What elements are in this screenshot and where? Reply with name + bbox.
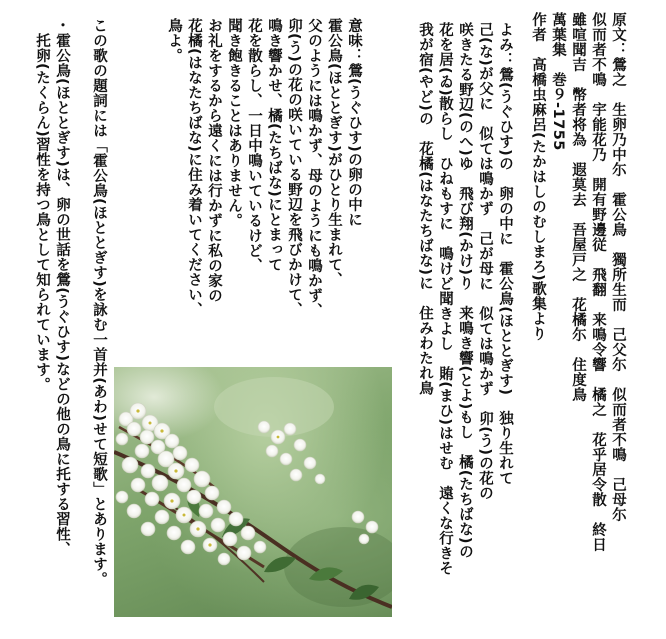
meaning-line-8: お礼をするから遠くには行かずに私の家の [206,18,222,303]
bullet-marker: ・ [54,18,70,33]
meaning-line-3: 父のようには鳴かず、母のようにも鳴かず、 [306,18,322,318]
commentary-line-2: 霍公鳥(ほととぎす)は、卵の世話を鶯(うぐひす)などの他の鳥に托する習性、 [54,33,70,557]
original-line-2: 似而者不鳴 宇能花乃 開有野邊従 飛翻 来鳴令響 橘之 花乎居令散 終日 [590,12,606,552]
meaning-line-10: 鳥よ。 [166,18,182,63]
unohana-flower-photo [114,367,392,617]
commentary-line-3: 托卵(たくらん)習性を持つ鳥として知られています。 [34,33,50,393]
original-line-1: 原文：鶯之 生卵乃中尓 霍公鳥 獨所生而 己父尓 似而者不鳴 己母尓 [610,12,626,522]
meaning-line-2: 霍公鳥(ほととぎす)がひとり生まれて、 [326,18,342,288]
commentary-line-1: この歌の題詞には「霍公鳥(ほととぎす)を詠む一首并(あわ)せて短歌」とあります。 [91,18,107,587]
meaning-line-1: 意味：鶯(うぐひす)の卵の中に [346,18,362,228]
yomi-line-3: 咲きたる野辺(のへ)ゆ 飛び翔(かけ)り 来鳴き響(とよ)もし 橘(たちばな)の [457,22,473,560]
yomi-line-5: 我が宿(やど)の 花橘(はなたちばな)に 住みわたれ鳥 [417,22,433,396]
yomi-line-4: 花を居(ゐ)散らし ひねもすに 鳴けど聞きよし 賄(まひ)はせむ 遠くな行きそ [437,22,453,576]
flower-illustration [114,367,392,617]
meaning-line-4: 卯(う)の花の咲いている野辺を飛びかけて、 [286,18,302,318]
meaning-line-5: 鳴き響かせ、橘(たちばな)にとまって [266,18,282,273]
meaning-line-7: 聞き飽きることはありません。 [226,18,242,228]
yomi-line-2: 己(な)が父に 似ては鳴かず 己が母に 似ては鳴かず 卯(う)の花の [477,22,493,501]
meaning-line-6: 花を散らし、一日中鳴いているけど、 [246,18,262,273]
meaning-line-9: 花橘(はなたちばな)に住み着いてください、 [186,18,202,318]
yomi-line-1: よみ：鶯(うぐひす)の 卵の中に 霍公鳥(ほととぎす) 独り生れて [497,22,513,486]
source-citation: 萬葉集 巻９-1755 [550,12,566,151]
author-line: 作者 高橋虫麻呂(たかはしのむしまろ)歌集より [530,12,546,342]
original-line-3: 雖喧聞吉 幣者将為 遐莫去 吾屋戸之 花橘尓 住度鳥 [570,12,586,402]
